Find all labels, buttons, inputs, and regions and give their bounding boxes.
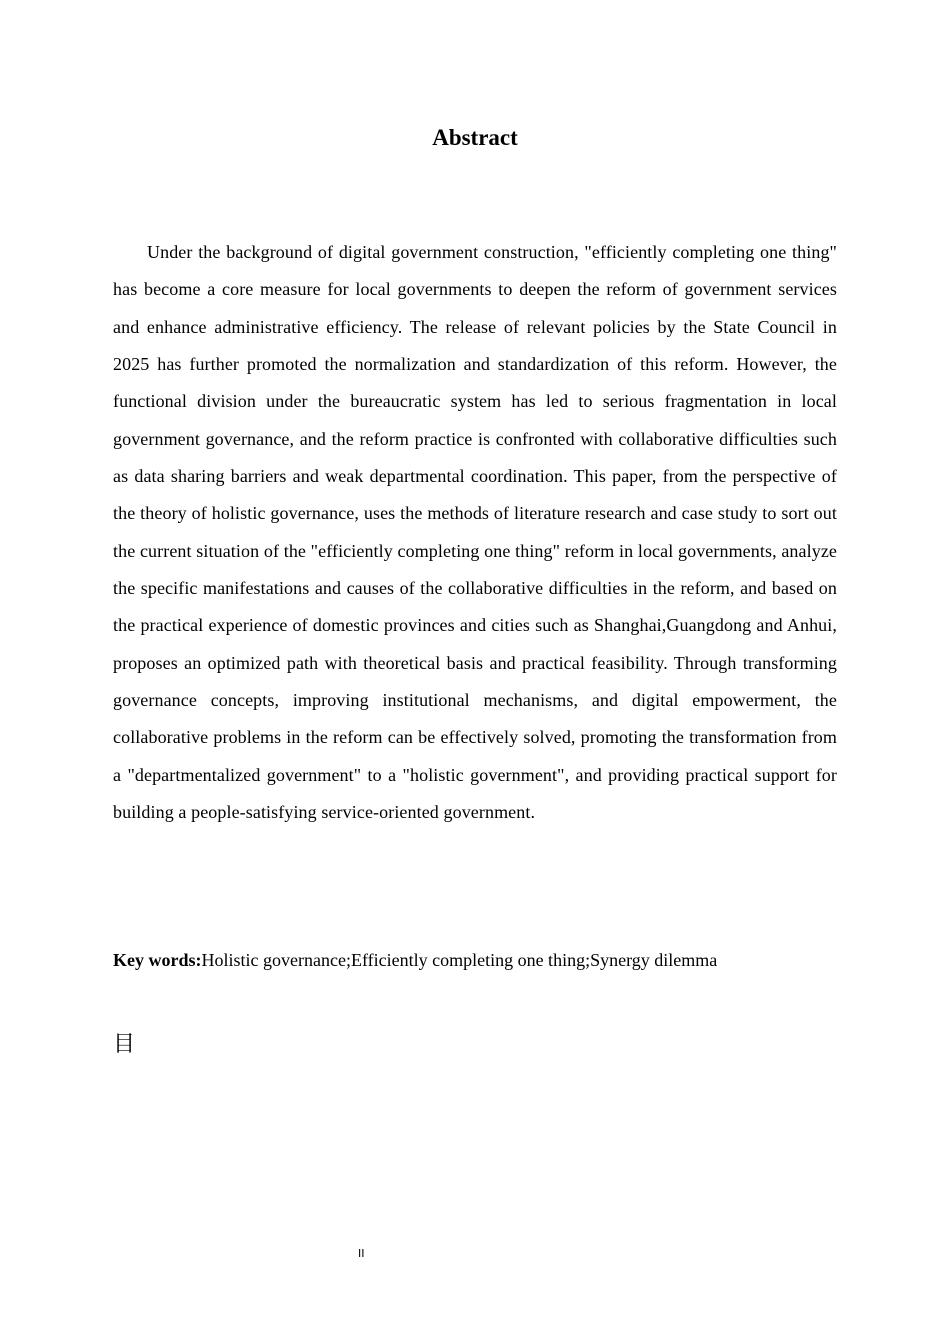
keywords-line: [113, 946, 853, 974]
keywords-text: Holistic governance;Efficiently completing one thing;Synergy dilemma: [201, 950, 718, 970]
abstract-title: Abstract: [432, 125, 518, 150]
keywords-label: Key words:: [113, 950, 202, 970]
abstract-body: Under the background of digital government construction, "efficiently completing one thing" has become a core measure for local governments to deepen the reform of government services and enhance administrative efficiency. The release of relevant policies by the State Council in 2025 has further promoted the normalization and standardization of this reform. However, the functional division under the bureaucratic system has led to serious fragmentation in local government governance, and the reform practice is confronted with collaborative difficulties such as data sharing barriers and weak departmental coordination. This paper, from the perspective of the theory of holistic governance, uses the methods of literature research and case study to sort out the current situation of the "efficiently completing one thing" reform in local governments, analyze the specific manifestations and causes of the collaborative difficulties in the reform, and based on the practical experience of domestic provinces and cities such as Shanghai,Guangdong and Anhui, proposes an optimized path with theoretical basis and practical feasibility. Through transforming governance concepts, improving institutional mechanisms, and digital empowerment, the collaborative problems in the reform can be effectively solved, promoting the transformation from a "departmentalized government" to a "holistic government", and providing practical support for building a people-satisfying service-oriented government.: [113, 242, 837, 823]
page-number: II: [358, 1247, 365, 1260]
toc-heading-fragment: 目: [113, 1032, 136, 1057]
